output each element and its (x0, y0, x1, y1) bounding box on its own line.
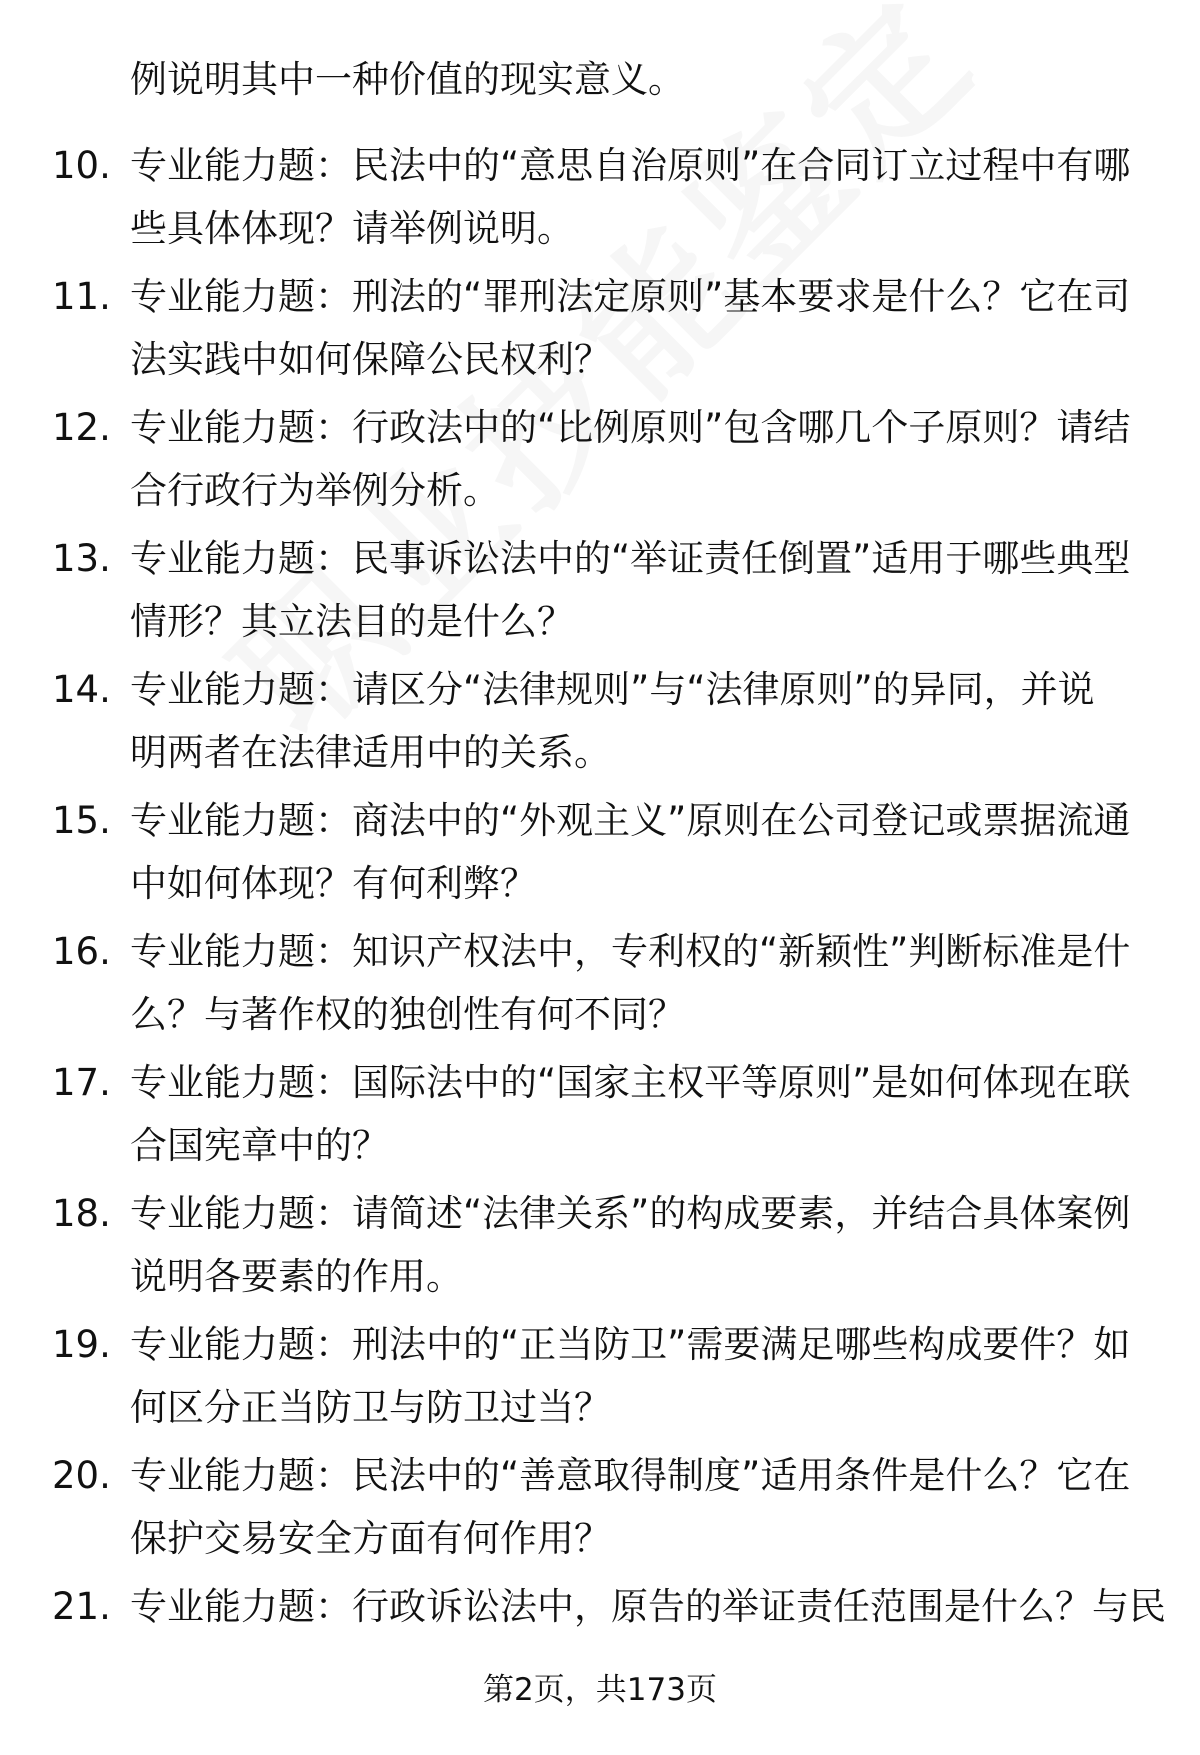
question-line: 情形？其立法目的是什么？ (130, 600, 574, 643)
question-text (130, 535, 1140, 661)
list-item (0, 142, 1200, 273)
question-number: 19. (52, 1323, 111, 1366)
list-item (0, 535, 1200, 666)
question-line: 专业能力题：商法中的“外观主义”原则在公司登记或票据流通 (130, 799, 1131, 842)
question-line: 专业能力题：刑法的“罪刑法定原则”基本要求是什么？它在司 (130, 275, 1131, 318)
question-line: 专业能力题：知识产权法中，专利权的“新颖性”判断标准是什 (130, 930, 1131, 973)
question-number: 15. (52, 799, 111, 842)
question-number: 17. (52, 1061, 111, 1104)
list-item (0, 1059, 1200, 1190)
question-number: 21. (52, 1585, 111, 1628)
question-line: 合行政行为举例分析。 (130, 469, 500, 512)
list-item (0, 404, 1200, 535)
question-line: 明两者在法律适用中的关系。 (130, 731, 611, 774)
question-text (130, 1452, 1140, 1578)
question-line: 合国宪章中的？ (130, 1124, 389, 1167)
question-text (130, 404, 1140, 530)
question-text (130, 797, 1140, 923)
question-line: 专业能力题：民事诉讼法中的“举证责任倒置”适用于哪些典型 (130, 537, 1131, 580)
question-line: 么？与著作权的独创性有何不同？ (130, 993, 685, 1036)
question-line: 中如何体现？有何利弊？ (130, 862, 537, 905)
question-number: 14. (52, 668, 111, 711)
list-item (0, 666, 1200, 797)
question-line: 些具体体现？请举例说明。 (130, 207, 574, 250)
question-number: 10. (52, 144, 111, 187)
question-list (0, 142, 1200, 1714)
question-line: 法实践中如何保障公民权利？ (130, 338, 611, 381)
continuation-text: 例说明其中一种价值的现实意义。 (130, 58, 685, 101)
question-number: 13. (52, 537, 111, 580)
question-line: 专业能力题：国际法中的“国家主权平等原则”是如何体现在联 (130, 1061, 1131, 1104)
question-text (130, 273, 1140, 399)
question-line: 保护交易安全方面有何作用？ (130, 1517, 611, 1560)
question-line: 专业能力题：刑法中的“正当防卫”需要满足哪些构成要件？如 (130, 1323, 1131, 1366)
question-line: 专业能力题：民法中的“意思自治原则”在合同订立过程中有哪 (130, 144, 1131, 187)
question-number: 11. (52, 275, 111, 318)
question-number: 16. (52, 930, 111, 973)
list-item (0, 1321, 1200, 1452)
question-number: 20. (52, 1454, 111, 1497)
question-line: 专业能力题：请区分“法律规则”与“法律原则”的异同，并说 (130, 668, 1095, 711)
question-text (130, 666, 1140, 792)
list-item (0, 928, 1200, 1059)
question-text (130, 1059, 1140, 1185)
question-line: 专业能力题：请简述“法律关系”的构成要素，并结合具体案例 (130, 1192, 1131, 1235)
question-line: 专业能力题：民法中的“善意取得制度”适用条件是什么？它在 (130, 1454, 1131, 1497)
question-line: 说明各要素的作用。 (130, 1255, 463, 1298)
question-number: 18. (52, 1192, 111, 1235)
question-number: 12. (52, 406, 111, 449)
question-text (130, 1583, 1166, 1646)
question-text (130, 928, 1140, 1054)
question-text (130, 1321, 1140, 1447)
question-text (130, 1190, 1140, 1316)
list-item (0, 1452, 1200, 1583)
question-line: 专业能力题：行政诉讼法中，原告的举证责任范围是什么？与民 (130, 1585, 1166, 1628)
list-item (0, 273, 1200, 404)
question-line: 专业能力题：行政法中的“比例原则”包含哪几个子原则？请结 (130, 406, 1131, 449)
question-text (130, 142, 1140, 268)
list-item (0, 1190, 1200, 1321)
question-line: 何区分正当防卫与防卫过当？ (130, 1386, 611, 1429)
page-footer: 第2页，共173页 (483, 1672, 717, 1708)
list-item (0, 797, 1200, 928)
